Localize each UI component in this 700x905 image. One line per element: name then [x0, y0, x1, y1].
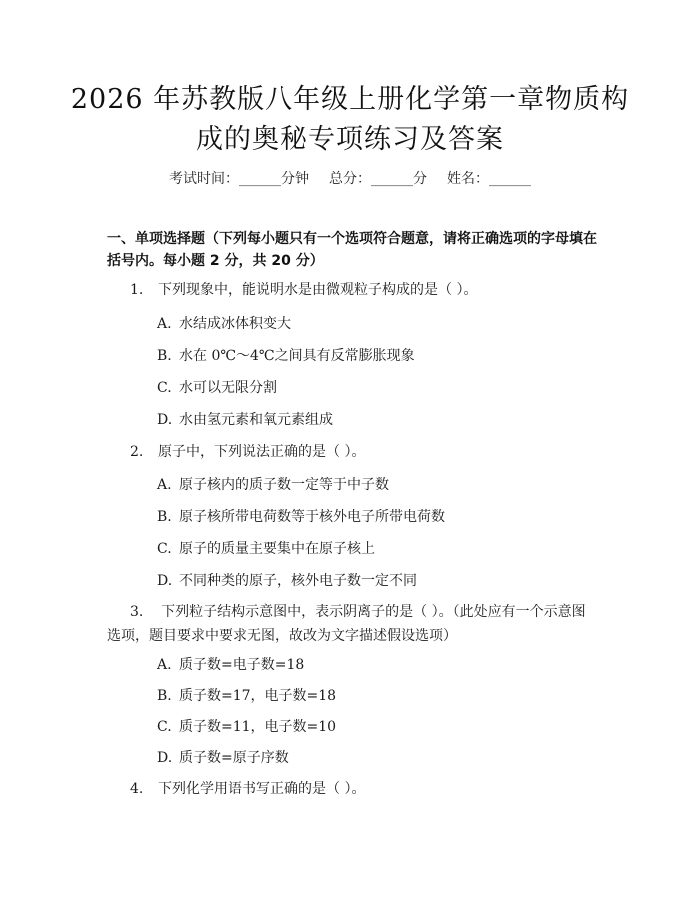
question-2-option-d — [157, 571, 417, 591]
option-text: 水结成冰体积变大 — [179, 316, 291, 332]
option-letter: D. — [157, 412, 173, 428]
question-3-option-c — [157, 717, 336, 737]
question-4 — [130, 778, 365, 800]
option-text: 水由氢元素和氧元素组成 — [179, 412, 333, 428]
question-2-option-a — [157, 475, 389, 495]
question-number: 1. — [130, 282, 144, 298]
section-heading-single-choice: 一、单项选择题（下列每小题只有一个选项符合题意，请将正确选项的字母填在括号内。每小题 2 分，共 20 分） — [107, 231, 597, 269]
question-2 — [130, 441, 365, 463]
question-number: 4. — [130, 781, 144, 797]
option-text: 质子数=17，电子数=18 — [179, 688, 337, 704]
option-text: 不同种类的原子，核外电子数一定不同 — [179, 573, 417, 589]
question-number: 2. — [130, 444, 144, 460]
option-letter: D. — [157, 750, 173, 766]
question-3-option-a — [157, 655, 304, 675]
question-1-option-d — [157, 410, 333, 430]
option-text: 水在 0℃～4℃之间具有反常膨胀现象 — [179, 348, 415, 364]
option-letter: C. — [157, 380, 172, 396]
option-letter: A. — [157, 477, 172, 493]
option-text: 原子核内的质子数一定等于中子数 — [179, 477, 389, 493]
question-1-option-b — [157, 346, 415, 366]
question-1-option-a — [157, 314, 291, 334]
question-1 — [130, 279, 477, 301]
question-text: 下列化学用语书写正确的是（ ）。 — [158, 781, 366, 797]
option-text: 质子数=原子序数 — [179, 750, 289, 766]
option-text: 原子的质量主要集中在原子核上 — [179, 541, 375, 557]
question-3 — [107, 600, 599, 648]
option-text: 原子核所带电荷数等于核外电子所带电荷数 — [179, 509, 445, 525]
question-3-option-b — [157, 686, 336, 706]
document-title-line-1: 2026 年苏教版八年级上册化学第一章物质构 — [70, 84, 630, 115]
option-text: 质子数=11，电子数=10 — [179, 719, 337, 735]
question-2-option-c — [157, 539, 375, 559]
exam-time: 考试时间：______分钟 — [169, 171, 309, 187]
option-letter: A. — [157, 316, 172, 332]
option-letter: C. — [157, 719, 172, 735]
question-text: 下列现象中，能说明水是由微观粒子构成的是（ ）。 — [158, 282, 478, 298]
question-1-option-c — [157, 378, 277, 398]
student-name-field: 姓名：______ — [447, 171, 531, 187]
option-letter: D. — [157, 573, 173, 589]
question-2-option-b — [157, 507, 445, 527]
option-letter: A. — [157, 657, 172, 673]
option-text: 水可以无限分割 — [179, 380, 277, 396]
option-text: 质子数=电子数=18 — [179, 657, 305, 673]
document-title-line-2: 成的奥秘专项练习及答案 — [196, 124, 504, 155]
question-text: 下列粒子结构示意图中，表示阴离子的是（ ）。（此处应有一个示意图选项，题目要求中要求无图，故改为文字描述假设选项） — [107, 604, 586, 644]
question-number: 3. — [130, 604, 144, 620]
option-letter: B. — [157, 509, 172, 525]
exam-info — [0, 168, 700, 188]
exam-score: 总分：______分 — [329, 171, 427, 187]
question-text: 原子中，下列说法正确的是（ ）。 — [158, 444, 366, 460]
option-letter: B. — [157, 688, 172, 704]
option-letter: B. — [157, 348, 172, 364]
option-letter: C. — [157, 541, 172, 557]
question-3-option-d — [157, 748, 289, 768]
